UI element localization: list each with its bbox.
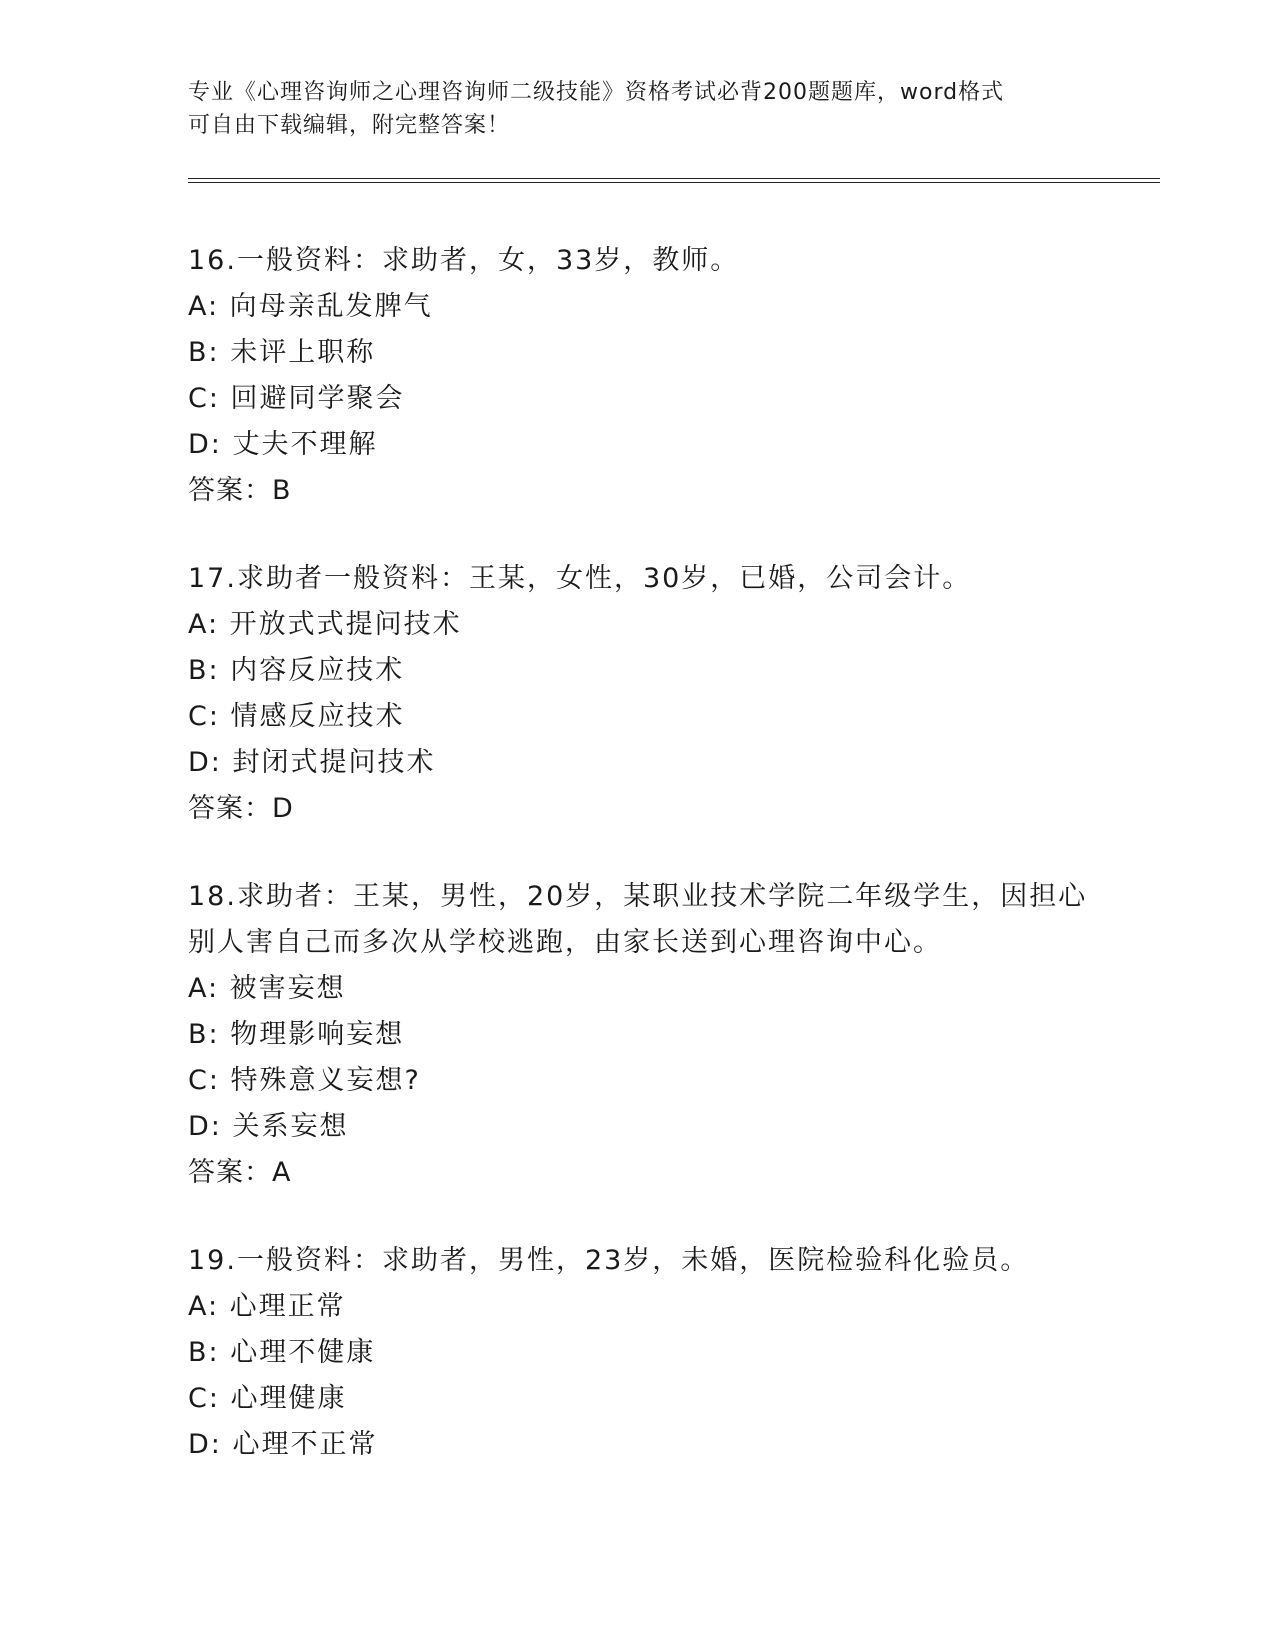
option-b: B: 物理影响妄想 <box>188 1019 405 1050</box>
header-divider <box>188 178 1160 183</box>
option-d: D: 丈夫不理解 <box>188 429 378 460</box>
option-d: D: 关系妄想 <box>188 1111 349 1142</box>
option-b: B: 未评上职称 <box>188 337 376 368</box>
question-stem: 19.一般资料：求助者，男性，23岁，未婚，医院检验科化验员。 <box>188 1245 1030 1276</box>
option-b: B: 内容反应技术 <box>188 655 405 686</box>
option-a: A: 心理正常 <box>188 1291 346 1322</box>
option-d: D: 封闭式提问技术 <box>188 747 436 778</box>
option-c: C: 心理健康 <box>188 1383 347 1414</box>
header-line-1: 专业《心理咨询师之心理咨询师二级技能》资格考试必背200题题库，word格式 <box>188 80 1005 105</box>
question-stem: 17.求助者一般资料：王某，女性，30岁，已婚，公司会计。 <box>188 563 972 594</box>
document-header <box>188 76 1088 142</box>
question-17 <box>188 556 1088 832</box>
answer: 答案：A <box>188 1157 292 1188</box>
question-19 <box>188 1238 1088 1468</box>
option-c: C: 回避同学聚会 <box>188 383 405 414</box>
option-d: D: 心理不正常 <box>188 1429 378 1460</box>
option-c: C: 特殊意义妄想? <box>188 1065 421 1096</box>
question-stem: 16.一般资料：求助者，女，33岁，教师。 <box>188 245 740 276</box>
question-stem: 18.求助者：王某，男性，20岁，某职业技术学院二年级学生，因担心别人害自己而多次从学校逃跑，由家长送到心理咨询中心。 <box>188 881 1088 958</box>
header-line-2: 可自由下载编辑，附完整答案！ <box>188 113 511 138</box>
option-c: C: 情感反应技术 <box>188 701 405 732</box>
answer: 答案：D <box>188 793 294 824</box>
question-18 <box>188 874 1088 1196</box>
option-a: A: 开放式式提问技术 <box>188 609 462 640</box>
option-b: B: 心理不健康 <box>188 1337 376 1368</box>
answer: 答案：B <box>188 475 292 506</box>
option-a: A: 向母亲乱发脾气 <box>188 291 433 322</box>
question-list <box>188 238 1088 1510</box>
question-16 <box>188 238 1088 514</box>
option-a: A: 被害妄想 <box>188 973 346 1004</box>
